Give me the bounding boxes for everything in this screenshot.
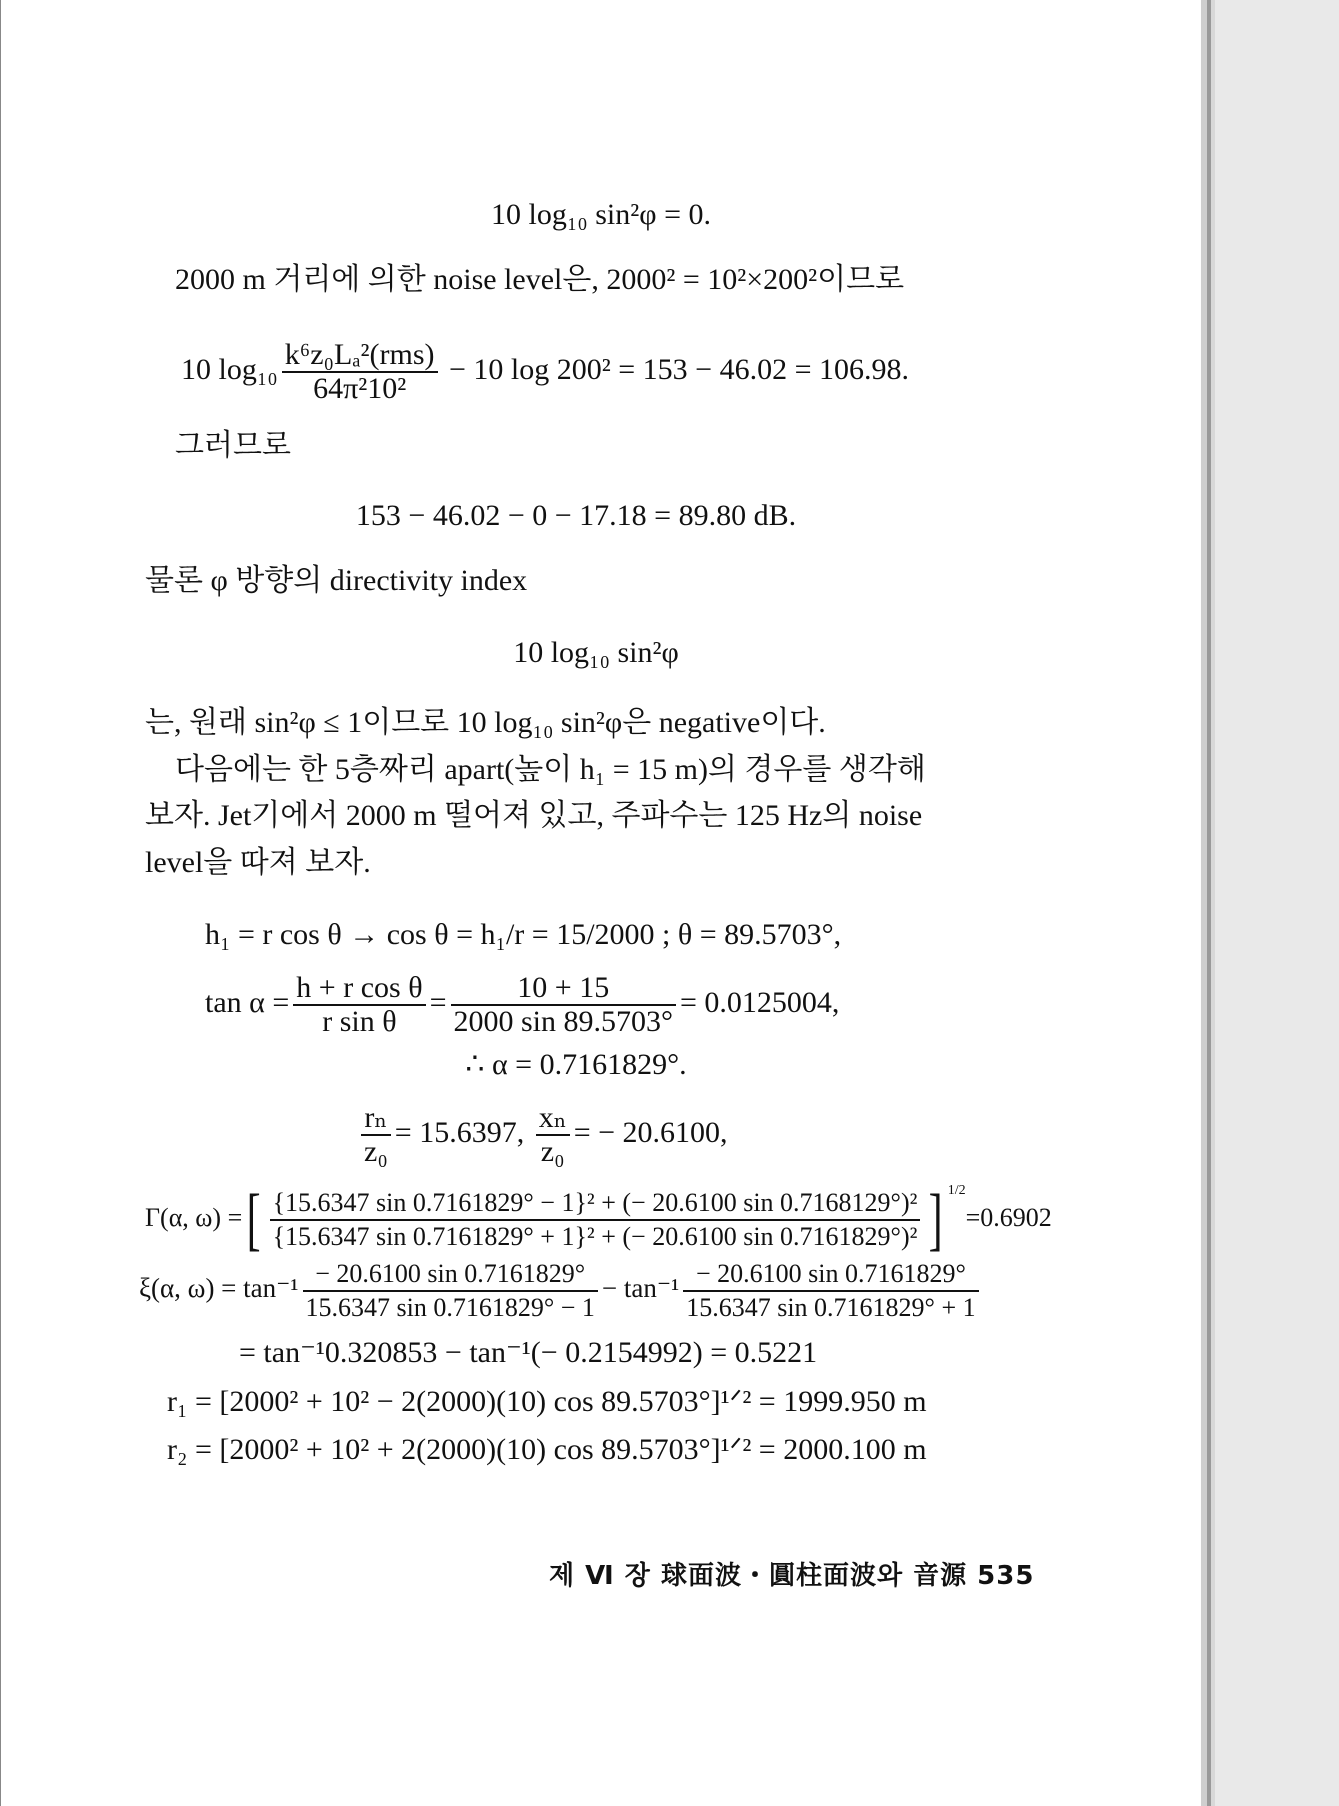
equation-xi (139, 1253, 983, 1324)
eq10-fraction-2 (683, 1258, 978, 1324)
equation-xi-result: = tan⁻¹0.320853 − tan⁻¹(− 0.2154992) = 0.5221 (239, 1336, 818, 1369)
equation-tan-alpha (205, 968, 839, 1038)
paragraph-apartment-line1: 다음에는 한 5층짜리 apart(높이 h₁ = 15 m)의 경우를 생각해 (175, 753, 926, 786)
eq10-numerator-1: − 20.6100 sin 0.7161829° (303, 1258, 598, 1292)
eq9-rest: =0.6902 (965, 1203, 1052, 1232)
eq6-numerator-1: h + r cos θ (293, 972, 425, 1006)
paragraph-apartment-line3: level을 따져 보자. (145, 846, 371, 879)
paragraph-noise-level: 2000 m 거리에 의한 noise level은, 2000² = 10²×200²이므로 (175, 263, 905, 296)
eq2-fraction (282, 339, 438, 405)
equation-log-sin-zero: 10 log₁₀ sin²φ = 0. (491, 198, 711, 231)
eq6-rest: = 0.0125004, (680, 986, 840, 1019)
eq9-fraction (270, 1187, 921, 1253)
eq6-fraction-1 (293, 972, 425, 1038)
eq10-denominator-2: 15.6347 sin 0.7161829° + 1 (686, 1292, 976, 1322)
eq10-fraction-1 (303, 1258, 598, 1324)
equation-theta: h₁ = r cos θ → cos θ = h₁/r = 15/2000 ; θ = 89.5703°, (205, 918, 842, 951)
eq9-numerator: {15.6347 sin 0.7161829° − 1}² + (− 20.6100 sin 0.7168129°)² (270, 1187, 921, 1221)
paragraph-therefore: 그러므로 (175, 429, 291, 462)
eq9-denominator: {15.6347 sin 0.7161829° + 1}² + (− 20.6100 sin 0.7161829°)² (272, 1222, 918, 1252)
equation-gamma (145, 1180, 1052, 1259)
equation-impedance (357, 1098, 728, 1168)
page-footer: 제 Ⅵ 장 球面波・圓柱面波와 音源 535 (549, 1561, 1035, 1591)
eq10-numerator-2: − 20.6100 sin 0.7161829° (683, 1258, 978, 1292)
eq2-numerator: k⁶z₀Lₐ²(rms) (282, 339, 438, 373)
eq6-numerator-2: 10 + 15 (451, 972, 677, 1006)
eq6-lead: tan α = (205, 986, 290, 1019)
eq8-fraction-1 (361, 1102, 391, 1168)
right-bracket: ] (929, 1181, 944, 1259)
eq6-equals: = (429, 986, 447, 1019)
equation-noise-level (181, 335, 909, 405)
eq2-lead: 10 log₁₀ (181, 353, 278, 386)
eq2-denominator: 64π²10² (313, 372, 407, 406)
eq8-denominator-1: z₀ (364, 1135, 388, 1169)
equation-directivity-index: 10 log₁₀ sin²φ (513, 636, 679, 669)
eq2-rest: − 10 log 200² = 153 − 46.02 = 106.98. (449, 353, 910, 386)
equation-r2: r₂ = [2000² + 10² + 2(2000)(10) cos 89.5703°]¹ᐟ² = 2000.100 m (167, 1433, 927, 1466)
eq10-denominator-1: 15.6347 sin 0.7161829° − 1 (305, 1292, 595, 1322)
eq10-mid: − tan⁻¹ (601, 1273, 680, 1303)
eq10-lead: ξ(α, ω) = tan⁻¹ (139, 1273, 299, 1303)
eq6-denominator-2: 2000 sin 89.5703° (453, 1005, 674, 1039)
eq6-denominator-1: r sin θ (322, 1005, 397, 1039)
eq8-value-1: = 15.6397, (394, 1116, 525, 1149)
equation-alpha: ∴ α = 0.7161829°. (465, 1048, 687, 1081)
eq6-fraction-2 (451, 972, 677, 1038)
paragraph-directivity: 물론 φ 방향의 directivity index (145, 564, 528, 597)
eq8-denominator-2: z₀ (540, 1135, 565, 1169)
paragraph-apartment-line2: 보자. Jet기에서 2000 m 떨어져 있고, 주파수는 125 Hz의 noise (145, 799, 923, 832)
eq9-lead: Γ(α, ω) = (145, 1203, 243, 1232)
eq9-exponent: 1/2 (947, 1183, 966, 1199)
paragraph-negative: 는, 원래 sin²φ ≤ 1이므로 10 log₁₀ sin²φ은 negative이다. (145, 706, 826, 739)
left-bracket: [ (246, 1181, 261, 1259)
equation-total-db: 153 − 46.02 − 0 − 17.18 = 89.80 dB. (355, 499, 797, 532)
equation-r1: r₁ = [2000² + 10² − 2(2000)(10) cos 89.5703°]¹ᐟ² = 1999.950 m (167, 1385, 927, 1418)
eq8-fraction-2 (536, 1102, 570, 1168)
eq8-numerator-2: xₙ (536, 1102, 570, 1136)
eq8-numerator-1: rₙ (361, 1102, 391, 1136)
eq8-value-2: = − 20.6100, (573, 1116, 728, 1149)
